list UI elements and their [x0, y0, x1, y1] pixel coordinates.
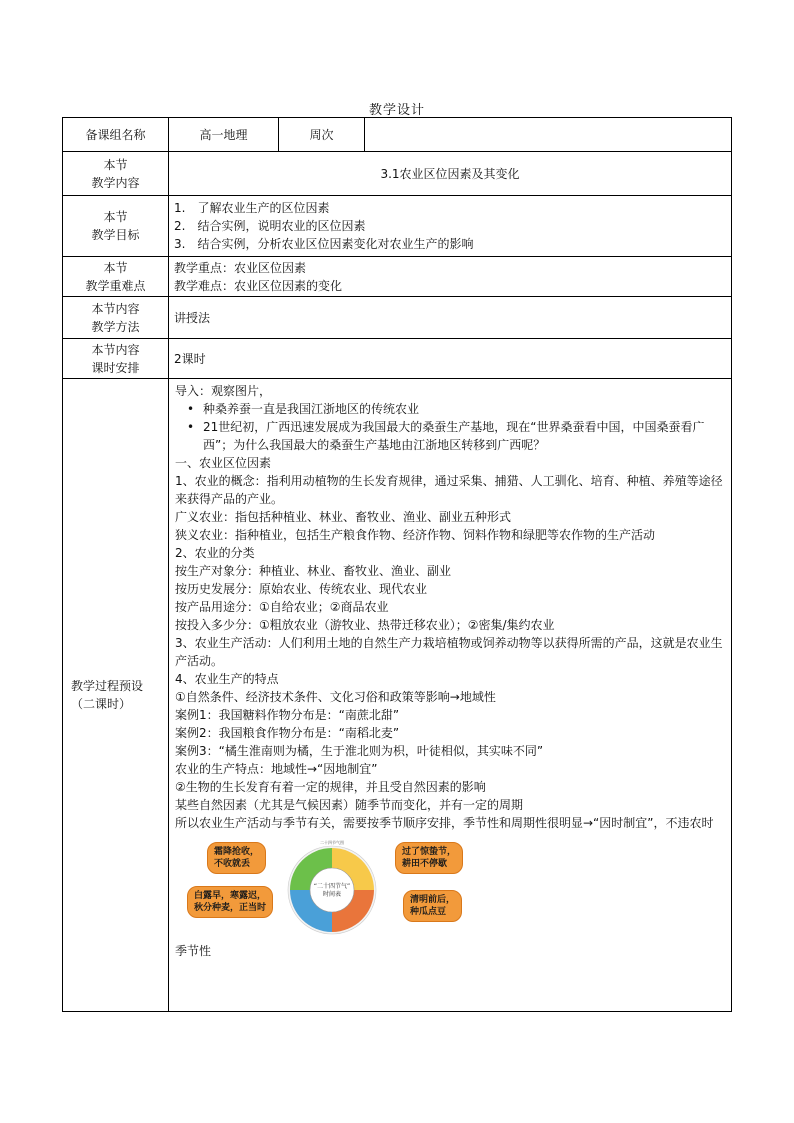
goals-label-line1: 本节: [103, 210, 128, 224]
focus-list: [169, 257, 732, 297]
goals-label-line2: 教学目标: [91, 228, 140, 242]
group-value: 高一地理: [169, 118, 279, 152]
process-line: 广义农业：指包括种植业、林业、畜牧业、渔业、副业五种形式: [175, 510, 512, 524]
method-row: [63, 297, 732, 339]
process-line: 所以农业生产活动与季节有关，需要按季节顺序安排，季节性和周期性很明显→“因时制宜”，不违农时: [175, 816, 714, 830]
process-footer: 季节性: [175, 944, 212, 958]
callout-white-dew: [187, 886, 273, 918]
goals-row: [63, 196, 732, 257]
wheel-top-label: 二十四节气图: [320, 840, 344, 845]
process-row: [63, 379, 732, 1012]
goal-item: 2. 结合实例，说明农业的区位因素: [174, 219, 366, 233]
focus-item: 教学重点：农业区位因素: [174, 260, 307, 275]
focus-label: [63, 257, 169, 297]
hours-value: 2课时: [169, 339, 732, 379]
process-line: 按生产对象分：种植业、林业、畜牧业、渔业、副业: [175, 564, 452, 578]
process-bullet: • 21世纪初，广西迅速发展成为我国最大的桑蚕生产基地，现在“世界桑蚕看中国，中国桑蚕看广西”；为什么我国最大的桑蚕生产基地由江浙地区转移到广西呢？: [175, 418, 725, 454]
process-line: 农业的生产特点：地域性→“因地制宜”: [175, 762, 378, 776]
goals-label: [63, 196, 169, 257]
goals-list: [169, 196, 732, 257]
wheel-center-line2: 时间表: [322, 891, 342, 898]
process-content: [169, 379, 732, 1012]
document-title: 教学设计: [368, 103, 425, 118]
method-value: 讲授法: [169, 297, 732, 339]
group-label: 备课组名称: [63, 118, 169, 152]
process-line: 一、农业区位因素: [175, 456, 272, 470]
process-bullet: • 种桑养蚕一直是我国江浙地区的传统农业: [175, 400, 725, 418]
hours-row: [63, 339, 732, 379]
process-line: 1、农业的概念：指利用动植物的生长发育规律，通过采集、捕猎、人工驯化、培育、种植、养殖等途径来获得产品的产业。: [175, 474, 723, 506]
focus-row: [63, 257, 732, 297]
content-label-line1: 本节: [103, 157, 128, 172]
callout-text: 耕田不停歇: [402, 859, 448, 869]
hours-label: [63, 339, 169, 379]
focus-label-line1: 本节: [103, 260, 128, 275]
method-label-line2: 教学方法: [91, 319, 140, 334]
focus-label-line2: 教学重难点: [85, 278, 146, 293]
process-line: 4、农业生产的特点: [175, 672, 279, 686]
process-line: 案例1：我国糖料作物分布是：“南蔗北甜”: [175, 708, 400, 722]
goal-item: 3. 结合实例，分析农业区位因素变化对农业生产的影响: [174, 237, 474, 251]
process-line: 案例3：“橘生淮南则为橘，生于淮北则为枳，叶徒相似，其实味不同”: [175, 744, 544, 758]
solar-terms-wheel: [282, 838, 382, 938]
process-line: 案例2：我国粮食作物分布是：“南稻北麦”: [175, 726, 400, 740]
process-line: 按产品用途分：①自给农业；②商品农业: [175, 600, 389, 614]
content-row: [63, 152, 732, 196]
goal-item: 1. 了解农业生产的区位因素: [174, 201, 330, 215]
focus-item: 教学难点：农业区位因素的变化: [174, 278, 343, 293]
content-value: 3.1农业区位因素及其变化: [169, 152, 732, 196]
content-label: [63, 152, 169, 196]
process-label: 教学过程预设（二课时）: [63, 379, 169, 1012]
callout-qingming: [403, 890, 462, 922]
content-label-line2: 教学内容: [91, 175, 140, 190]
process-line: 2、农业的分类: [175, 546, 255, 560]
process-intro: 导入：观察图片，: [175, 384, 272, 398]
process-line: 按历史发展分：原始农业、传统农业、现代农业: [175, 582, 428, 596]
callout-text: 白露早，寒露迟，: [194, 891, 267, 901]
wheel-center-line1: “二十四节气”: [313, 883, 351, 890]
hours-label-line2: 课时安排: [91, 360, 140, 375]
process-line: ②生物的生长发育有着一定的规律，并且受自然因素的影响: [175, 780, 486, 794]
callout-text: 种瓜点豆: [410, 907, 447, 917]
process-line: 3、农业生产活动：人们利用土地的自然生产力栽培植物或饲养动物等以获得所需的产品，这就是农业生产活动。: [175, 636, 723, 668]
header-row: [63, 118, 732, 152]
week-value: [365, 118, 732, 152]
process-line: ①自然条件、经济技术条件、文化习俗和政策等影响→地域性: [175, 690, 496, 704]
solar-terms-diagram: [179, 836, 469, 940]
callout-text: 过了惊蛰节，: [402, 847, 457, 857]
callout-frost-descent: [207, 842, 266, 874]
method-label: [63, 297, 169, 339]
callout-text: 秋分种麦，正当时: [194, 903, 267, 913]
callout-text: 霜降抢收，: [214, 847, 260, 857]
process-line: 某些自然因素（尤其是气候因素）随季节而变化，并有一定的周期: [175, 798, 524, 812]
lesson-plan-table: [62, 117, 732, 1012]
callout-awakening: [395, 842, 463, 874]
process-line: 狭义农业：指种植业，包括生产粮食作物、经济作物、饲料作物和绿肥等农作物的生产活动: [175, 528, 656, 542]
callout-text: 清明前后，: [410, 895, 456, 905]
hours-label-line1: 本节内容: [91, 342, 140, 357]
week-label: 周次: [279, 118, 365, 152]
callout-text: 不收就丢: [214, 859, 251, 869]
process-line: 按投入多少分：①粗放农业（游牧业、热带迁移农业）；②密集/集约农业: [175, 618, 555, 632]
method-label-line1: 本节内容: [91, 301, 140, 316]
